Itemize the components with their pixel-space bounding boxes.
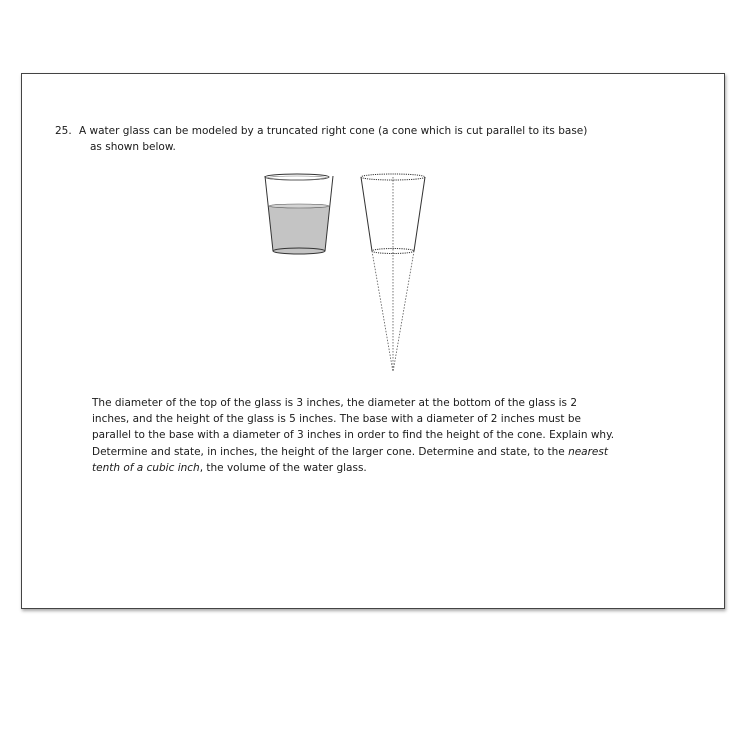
glass-bottom (273, 248, 325, 254)
water-glass-illustration (265, 174, 333, 254)
question-intro (79, 123, 639, 155)
question-intro-line2: as shown below. (90, 141, 176, 153)
question-intro-line1: A water glass can be modeled by a truncated right cone (a cone which is cut parallel to its base) (79, 125, 588, 137)
glass-figure (260, 172, 435, 380)
question-body (92, 395, 617, 476)
truncated-cone-diagram (361, 174, 425, 372)
question-body-emphasis: nearest tenth of a cubic inch (92, 445, 608, 474)
cone-side-left (361, 177, 372, 251)
water-fill (268, 206, 330, 251)
cone-extension-right (393, 251, 414, 372)
water-surface (269, 204, 329, 208)
worksheet-page (21, 73, 725, 609)
cone-extension-left (372, 251, 393, 372)
question-number: 25. (55, 125, 72, 137)
cone-side-right (414, 177, 425, 251)
question-body-text (92, 395, 617, 476)
question-body-part2: , the volume of the water glass. (199, 461, 367, 474)
question-body-part1: The diameter of the top of the glass is 3 inches, the diameter at the bottom of the glass is 2 inches, and the height of the glass is 5 inches. The base with a diameter of 2 inches must be parallel to the base with a diameter of 3 inches in order to find the height of the cone. Explain why. Determine and state, in inches, the height of the larger cone. Determine and state, to the (92, 397, 615, 458)
